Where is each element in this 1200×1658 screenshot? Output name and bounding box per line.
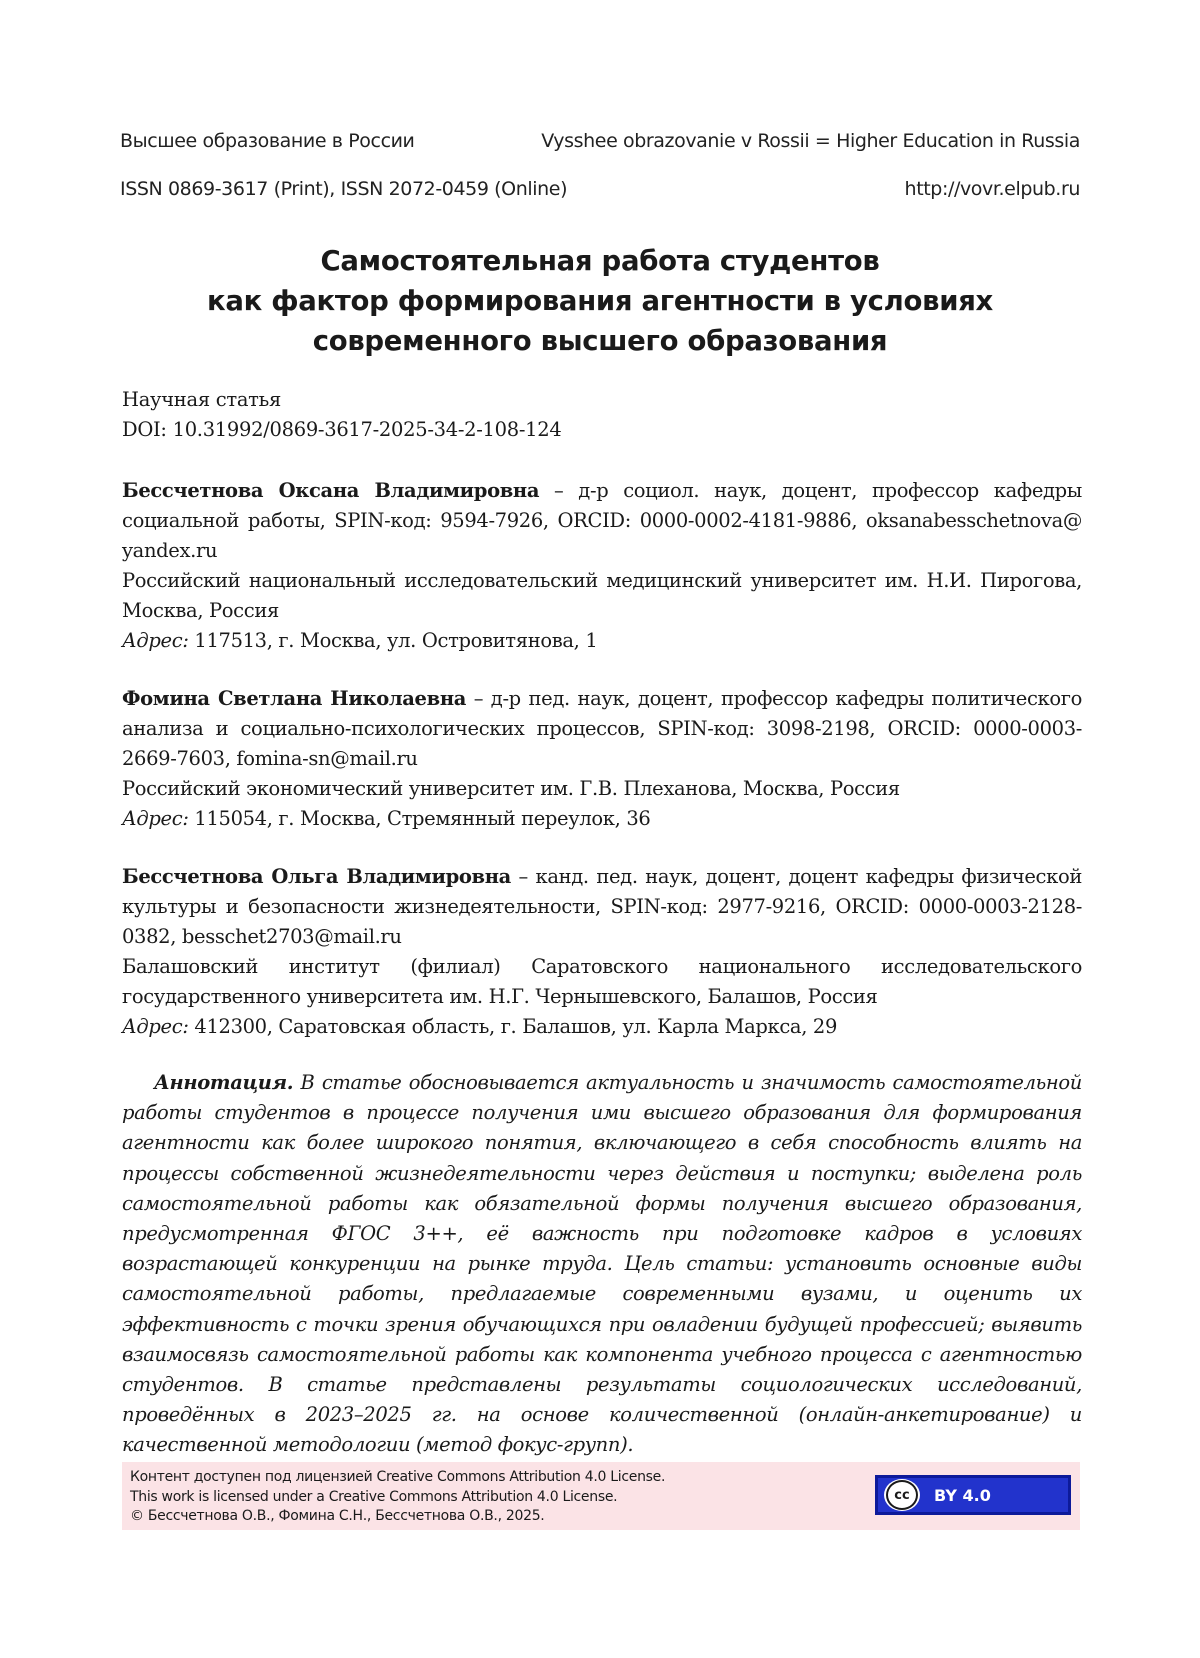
author-details: – д-р пед. наук, доцент, профессор кафедры политического анализа и социально-психологических процессов, SPIN-код: 3098-2198, ORCID: 0000-0003-2669-7603, fomina-sn@mail.ru <box>122 687 1082 770</box>
cc-by-badge[interactable] <box>875 1475 1071 1515</box>
author-block <box>122 862 1082 1042</box>
author-info <box>122 862 1082 952</box>
issn: ISSN 0869-3617 (Print), ISSN 2072-0459 (Online) <box>120 178 568 200</box>
author-name: Фомина Светлана Николаевна <box>122 687 467 710</box>
address-label: Адрес: <box>122 807 189 830</box>
address-value: 117513, г. Москва, ул. Островитянова, 1 <box>188 629 598 652</box>
license-line-en: This work is licensed under a Creative Commons Attribution 4.0 License. <box>130 1488 618 1505</box>
author-affiliation: Российский экономический университет им. Г.В. Плеханова, Москва, Россия <box>122 777 900 800</box>
address-value: 115054, г. Москва, Стремянный переулок, 36 <box>188 807 651 830</box>
running-header <box>120 130 1080 152</box>
author-address <box>122 626 1082 656</box>
author-name: Бессчетнова Оксана Владимировна <box>122 479 540 502</box>
doi[interactable]: DOI: 10.31992/0869-3617-2025-34-2-108-124 <box>122 418 562 441</box>
cc-logo-icon: cc <box>884 1479 920 1511</box>
author-info <box>122 684 1082 774</box>
abstract-label: Аннотация. <box>154 1071 294 1094</box>
author-address <box>122 1012 1082 1042</box>
author-info <box>122 476 1082 566</box>
cc-license-label: BY 4.0 <box>934 1485 991 1505</box>
address-label: Адрес: <box>122 1015 189 1038</box>
author-block <box>122 684 1082 834</box>
license-line-ru: Контент доступен под лицензией Creative Commons Attribution 4.0 License. <box>130 1469 666 1485</box>
title-line: как фактор формирования агентности в условиях <box>206 285 993 317</box>
issn-header <box>120 178 1080 200</box>
title-line: Самостоятельная работа студентов <box>320 245 880 277</box>
journal-url[interactable]: http://vovr.elpub.ru <box>904 178 1080 200</box>
address-value: 412300, Саратовская область, г. Балашов, ул. Карла Маркса, 29 <box>188 1015 838 1038</box>
article-title <box>160 241 1040 361</box>
article-meta <box>122 385 561 445</box>
author-affiliation: Российский национальный исследовательский медицинский университет им. Н.И. Пирогова, Москва, Россия <box>122 569 1082 622</box>
author-address <box>122 804 1082 834</box>
title-line: современного высшего образования <box>312 325 888 357</box>
article-type: Научная статья <box>122 388 281 411</box>
abstract <box>122 1068 1082 1461</box>
journal-title-en: Vysshee obrazovanie v Rossii = Higher Education in Russia <box>541 130 1080 152</box>
author-details: – канд. пед. наук, доцент, доцент кафедры физической культуры и безопасности жизнедеятельности, SPIN-код: 2977-9216, ORCID: 0000-0003-2128-0382, besschet2703@mail.ru <box>122 865 1082 948</box>
license-box <box>122 1462 1080 1530</box>
author-affiliation: Балашовский институт (филиал) Саратовского национального исследовательского государственного университета им. Н.Г. Чернышевского, Балашов, Россия <box>122 955 1082 1008</box>
journal-title-ru: Высшее образование в России <box>120 130 415 152</box>
copyright-line: © Бессчетнова О.В., Фомина С.Н., Бессчетнова О.В., 2025. <box>130 1508 545 1524</box>
address-label: Адрес: <box>122 629 189 652</box>
author-name: Бессчетнова Ольга Владимировна <box>122 865 511 888</box>
abstract-text: В статье обосновывается актуальность и значимость самостоятельной работы студентов в процессе получения ими высшего образования для формирования агентности как более широкого понятия, включающего в себя способность влиять на процессы собственной жизнедеятельности через действия и поступки; выделена роль самостоятельной работы как обязательной формы получения высшего образования, предусмотренная ФГОС 3++, её важность при подготовке кадров в условиях возрастающей конкуренции на рынке труда. Цель статьи: установить основные виды самостоятельной работы, предлагаемые современными вузами, и оценить их эффективность с точки зрения обучающихся при овладении будущей профессией; выявить взаимосвязь самостоятельной работы как компонента учебного процесса с агентностью студентов. В статье представлены результаты социологических исследований, проведённых в 2023–2025 гг. на основе количественной (онлайн-анкетирование) и качественной методологии (метод фокус-групп). <box>122 1071 1082 1457</box>
license-text <box>130 1468 665 1527</box>
author-details: – д-р социол. наук, доцент, профессор кафедры социальной работы, SPIN-код: 9594-7926, ORCID: 0000-0002-4181-9886, oksanabesschetnova@ yandex.ru <box>122 479 1082 562</box>
author-block <box>122 476 1082 656</box>
